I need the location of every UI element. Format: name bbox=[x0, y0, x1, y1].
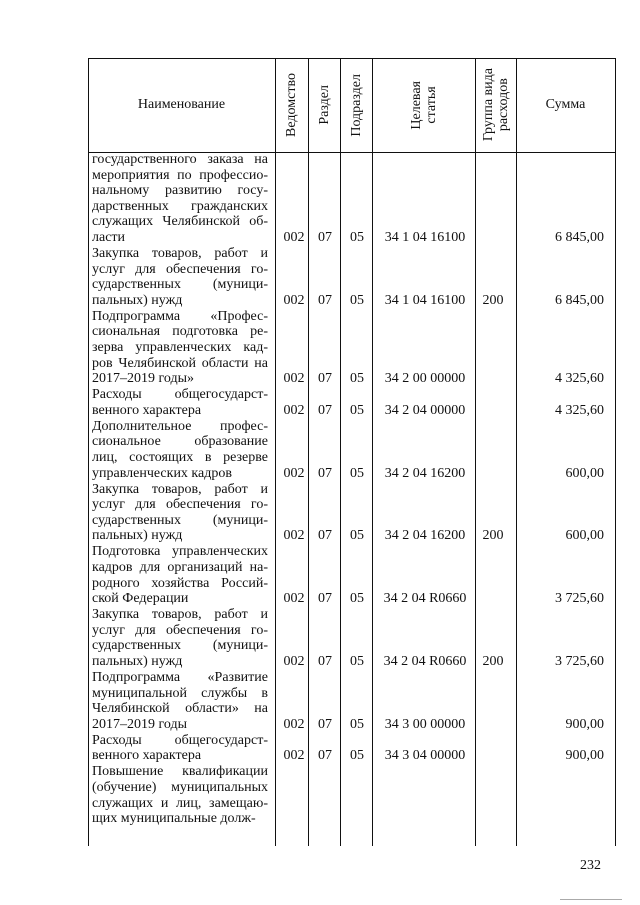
row-name-line: пальных) нужд bbox=[92, 528, 183, 544]
header-gruppa-line: расходов bbox=[495, 78, 511, 132]
row-name-line: 2017–2019 годы bbox=[92, 716, 188, 732]
vedomstvo-cell: 002 bbox=[283, 402, 305, 418]
row-name-line: пальных) нужд bbox=[92, 653, 183, 669]
header-gruppa-line: Группа вида bbox=[480, 68, 496, 142]
header-celevaya-label bbox=[409, 81, 439, 130]
row-name-line: мероприятия по профессио- bbox=[92, 167, 268, 183]
row-name bbox=[92, 419, 268, 481]
column-divider bbox=[88, 58, 89, 846]
row-name-line: Расходы общегосударст- bbox=[92, 387, 268, 403]
celevaya-cell: 34 2 00 00000 bbox=[384, 371, 466, 387]
row-name-line: услуг для обеспечения го- bbox=[92, 622, 268, 638]
row-name bbox=[92, 607, 268, 669]
razdel-cell: 07 bbox=[318, 371, 332, 387]
header-summa bbox=[516, 58, 615, 152]
row-name-line: Закупка товаров, работ и bbox=[92, 481, 268, 497]
header-celevaya bbox=[372, 58, 475, 152]
vedomstvo-cell: 002 bbox=[283, 591, 305, 607]
row-name-line: Челябинской области» на bbox=[92, 701, 268, 717]
gruppa-cell: 200 bbox=[482, 292, 504, 308]
column-divider bbox=[372, 58, 373, 846]
row-name-line: Повышение квалификации bbox=[92, 764, 268, 780]
summa-cell: 4 325,60 bbox=[555, 402, 604, 418]
row-name-line: Закупка товаров, работ и bbox=[92, 607, 268, 623]
row-name-line: венного характера bbox=[92, 402, 202, 418]
razdel-cell: 07 bbox=[318, 654, 332, 669]
page-number: 232 bbox=[580, 858, 601, 873]
summa-cell: 600,00 bbox=[565, 465, 604, 481]
row-name-line: Подпрограмма «Профес- bbox=[92, 308, 268, 324]
row-name-line: нальному развитию госу- bbox=[92, 183, 268, 199]
header-podrazdel-label: Подраздел bbox=[348, 73, 364, 137]
summa-cell: 6 845,00 bbox=[555, 230, 604, 245]
summa-cell: 3 725,60 bbox=[555, 591, 604, 607]
podrazdel-cell: 05 bbox=[350, 654, 364, 669]
row-name-line: щих муниципальные долж- bbox=[92, 811, 256, 827]
header-celevaya-line: Целевая bbox=[408, 80, 424, 130]
row-name-line: служащих и лиц, замещаю- bbox=[92, 795, 268, 811]
row-name-line: государственного заказа на bbox=[92, 152, 268, 167]
podrazdel-cell: 05 bbox=[350, 292, 364, 308]
row-name bbox=[92, 387, 268, 418]
row-name-line: ласти bbox=[92, 229, 126, 245]
header-podrazdel bbox=[340, 58, 372, 152]
header-vedomstvo bbox=[275, 58, 308, 152]
celevaya-cell: 34 2 04 00000 bbox=[384, 402, 466, 418]
vedomstvo-cell: 002 bbox=[283, 292, 305, 308]
summa-cell: 3 725,60 bbox=[555, 654, 604, 669]
celevaya-cell: 34 3 00 00000 bbox=[384, 716, 466, 732]
row-name-line: дарственных гражданских bbox=[92, 198, 268, 214]
razdel-cell: 07 bbox=[318, 528, 332, 544]
vedomstvo-cell: 002 bbox=[283, 716, 305, 732]
header-gruppa bbox=[475, 58, 516, 152]
row-name-line: венного характера bbox=[92, 748, 202, 764]
row-name-line: зерва управленческих кад- bbox=[92, 339, 268, 355]
header-vedomstvo-label: Ведомство bbox=[284, 73, 299, 137]
row-name-line: Дополнительное профес- bbox=[92, 418, 268, 434]
row-name-line: пальных) нужд bbox=[92, 292, 183, 308]
row-name-line: сиональное образование bbox=[92, 434, 268, 450]
podrazdel-cell: 05 bbox=[350, 748, 364, 764]
vedomstvo-cell: 002 bbox=[283, 465, 305, 481]
podrazdel-cell: 05 bbox=[350, 465, 364, 481]
summa-cell: 900,00 bbox=[565, 748, 604, 764]
row-name-line: родного хозяйства Россий- bbox=[92, 575, 268, 591]
row-name-line: Подготовка управленческих bbox=[92, 544, 268, 560]
header-name bbox=[88, 58, 275, 152]
row-name-line: лиц, состоящих в резерве bbox=[92, 449, 268, 465]
column-divider bbox=[475, 58, 476, 846]
razdel-cell: 07 bbox=[318, 402, 332, 418]
header-gruppa-label bbox=[481, 68, 511, 141]
row-name-line: Закупка товаров, работ и bbox=[92, 246, 268, 261]
row-name-line: сиональная подготовка ре- bbox=[92, 324, 268, 340]
row-name-line: услуг для обеспечения го- bbox=[92, 261, 268, 277]
header-summa-label: Сумма bbox=[545, 97, 586, 112]
celevaya-cell: 34 1 04 16100 bbox=[384, 292, 466, 308]
row-name-line: 2017–2019 годы» bbox=[92, 371, 195, 387]
header-name-label: Наименование bbox=[137, 97, 226, 112]
row-name-line: ской Федерации bbox=[92, 591, 189, 607]
row-name-line: ров Челябинской области на bbox=[92, 355, 268, 371]
vedomstvo-cell: 002 bbox=[283, 654, 305, 669]
row-name-line: муниципальной службы в bbox=[92, 685, 268, 701]
row-name-line: Расходы общегосударст- bbox=[92, 732, 268, 748]
row-name bbox=[92, 309, 268, 387]
row-name-line: услуг для обеспечения го- bbox=[92, 497, 268, 513]
row-name-line: сударственных (муници- bbox=[92, 638, 268, 654]
column-divider bbox=[516, 58, 517, 846]
vedomstvo-cell: 002 bbox=[283, 748, 305, 764]
row-name bbox=[92, 544, 268, 606]
razdel-cell: 07 bbox=[318, 292, 332, 308]
razdel-cell: 07 bbox=[318, 465, 332, 481]
column-divider bbox=[615, 58, 616, 846]
celevaya-cell: 34 2 04 R0660 bbox=[383, 654, 467, 669]
celevaya-cell: 34 2 04 16200 bbox=[384, 465, 466, 481]
celevaya-cell: 34 2 04 R0660 bbox=[383, 591, 467, 607]
row-name bbox=[92, 482, 268, 544]
row-name bbox=[92, 764, 268, 826]
celevaya-cell: 34 1 04 16100 bbox=[384, 230, 466, 245]
vedomstvo-cell: 002 bbox=[283, 528, 305, 544]
podrazdel-cell: 05 bbox=[350, 371, 364, 387]
celevaya-cell: 34 2 04 16200 bbox=[384, 528, 466, 544]
summa-cell: 900,00 bbox=[565, 716, 604, 732]
row-name-line: сударственных (муници- bbox=[92, 277, 268, 293]
summa-cell: 4 325,60 bbox=[555, 371, 604, 387]
vedomstvo-cell: 002 bbox=[283, 371, 305, 387]
header-celevaya-line: статья bbox=[423, 86, 439, 124]
header-razdel-label: Раздел bbox=[316, 85, 332, 125]
column-divider bbox=[340, 58, 341, 846]
row-name-line: сударственных (муници- bbox=[92, 512, 268, 528]
row-name bbox=[92, 670, 268, 732]
row-name-line: управленческих кадров bbox=[92, 465, 232, 481]
gruppa-cell: 200 bbox=[482, 654, 504, 669]
column-divider bbox=[275, 58, 276, 846]
row-name-line: Подпрограмма «Развитие bbox=[92, 670, 268, 685]
podrazdel-cell: 05 bbox=[350, 402, 364, 418]
row-name bbox=[92, 733, 268, 764]
gruppa-cell: 200 bbox=[482, 528, 504, 544]
header-razdel bbox=[308, 58, 340, 152]
podrazdel-cell: 05 bbox=[350, 591, 364, 607]
row-name bbox=[92, 246, 268, 308]
celevaya-cell: 34 3 04 00000 bbox=[384, 748, 466, 764]
podrazdel-cell: 05 bbox=[350, 230, 364, 245]
row-name bbox=[92, 152, 268, 246]
summa-cell: 600,00 bbox=[565, 528, 604, 544]
row-name-line: кадров для организаций на- bbox=[92, 559, 268, 575]
row-name-line: служащих Челябинской об- bbox=[92, 214, 268, 230]
vedomstvo-cell: 002 bbox=[283, 230, 305, 245]
podrazdel-cell: 05 bbox=[350, 716, 364, 732]
razdel-cell: 07 bbox=[318, 591, 332, 607]
podrazdel-cell: 05 bbox=[350, 528, 364, 544]
razdel-cell: 07 bbox=[318, 716, 332, 732]
razdel-cell: 07 bbox=[318, 230, 332, 245]
column-divider bbox=[308, 58, 309, 846]
footer-rule bbox=[560, 899, 622, 900]
row-name-line: (обучение) муниципальных bbox=[92, 779, 268, 795]
summa-cell: 6 845,00 bbox=[555, 292, 604, 308]
razdel-cell: 07 bbox=[318, 748, 332, 764]
